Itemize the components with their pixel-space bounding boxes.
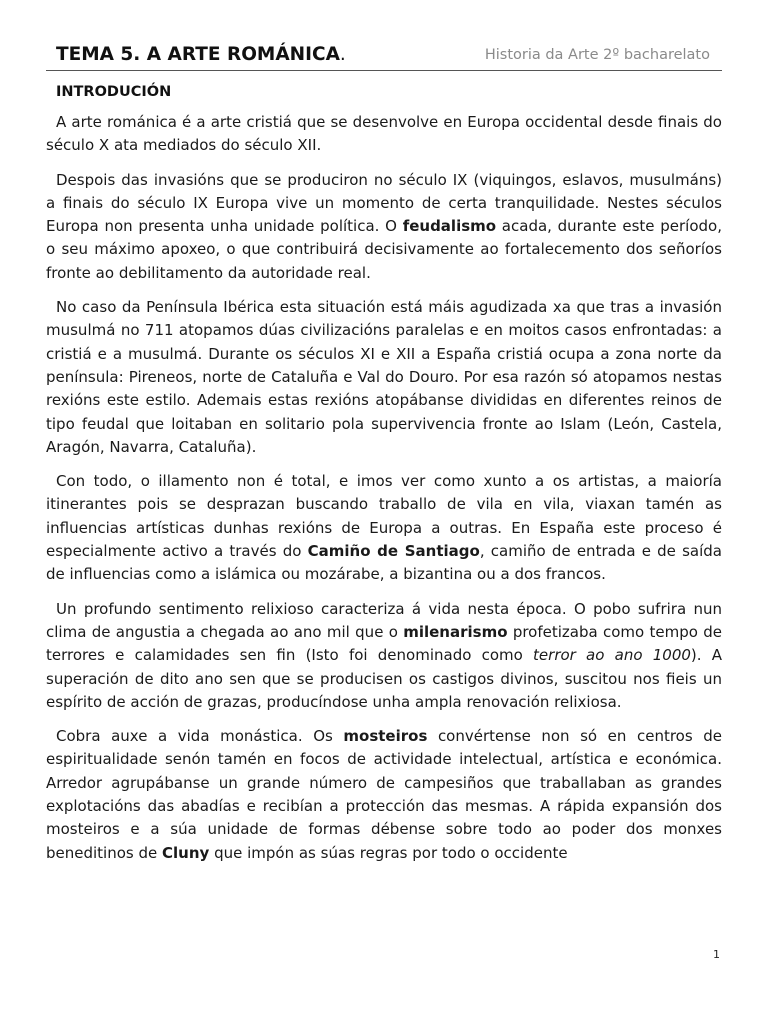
paragraph-3: No caso da Península Ibérica esta situación está máis agudizada xa que tras a invasión musulmá no 711 atopamos dúas civilizacións paralelas e en moitos casos enfrontadas: a cristiá e a musulmá. Durante os séculos XI e XII a España cristiá ocupa a zona norte da península: Pireneos, norte de Cataluña e Val do Douro. Por esa razón só atopamos nestas rexións este estilo. Ademais estas rexións atopábanse divididas en diferentes reinos de tipo feudal que loitaban en solitario pola supervivencia fronte ao Islam (León, Castela, Aragón, Navarra, Cataluña). xyxy=(46,298,722,456)
paragraph-6 xyxy=(46,725,722,865)
term-feudalismo: feudalismo xyxy=(402,217,497,236)
term-terror-ano-1000: terror ao ano 1000 xyxy=(533,646,691,665)
term-milenarismo: milenarismo xyxy=(403,622,508,641)
term-cluny: Cluny xyxy=(162,843,210,862)
paragraph-5-text-e: ). A superación de dito ano sen que se producisen os castigos divinos, suscitou nos fieis un espírito de acción de grazas, producíndose unha ampla renovación relixiosa. xyxy=(46,646,723,711)
paragraph-6-text-e: que impón as súas regras por todo o occidente xyxy=(209,843,568,862)
paragraph-2-text-c: acada, durante este período, o seu máximo apoxeo, o que contribuirá decisivamente ao fortalecemento dos señoríos fronte ao debilitamento da autoridade real. xyxy=(46,217,722,282)
page-header xyxy=(46,42,722,71)
term-mosteiros: mosteiros xyxy=(343,727,428,746)
document-title-dot: . xyxy=(339,44,346,65)
paragraph-2 xyxy=(46,169,722,285)
paragraph-4-text-c: , camiño de entrada e de saída de influencias como a islámica ou mozárabe, a bizantina ou a dos francos. xyxy=(46,542,722,584)
paragraph-5-text-a: Un profundo sentimento relixioso caracteriza á vida nesta época. O pobo sufrira nun clima de angustia a chegada ao ano mil que o xyxy=(46,599,722,641)
section-heading: INTRODUCIÓN xyxy=(56,84,172,100)
paragraph-5-text-c: profetizaba como tempo de terrores e calamidades sen fin (Isto foi denominado como xyxy=(46,622,722,665)
paragraph-1: A arte románica é a arte cristiá que se desenvolve en Europa occidental desde finais do século X ata mediados do século XII. xyxy=(46,113,722,155)
document-title xyxy=(56,44,346,65)
paragraph-6-text-c: convértense non só en centros de espiritualidade senón tamén en focos de actividade intelectual, artística e económica. Arredor agrupábanse un grande número de campesiños que traballaban as grandes explotacións das abadías e recibían a protección das mesmas. A rápida expansión dos mosteiros e a súa unidade de formas débense sobre todo ao poder dos monxes beneditinos de xyxy=(46,727,722,862)
paragraph-2-text-a: Despois das invasións que se produciron no século IX (viquingos, eslavos, musulmáns) a finais do século IX Europa vive un momento de certa tranquilidade. Nestes séculos Europa non presenta unha unidade política. O xyxy=(46,170,722,236)
paragraph-4 xyxy=(46,470,722,586)
page-number: 1 xyxy=(713,948,720,961)
paragraph-6-text-a: Cobra auxe a vida monástica. Os xyxy=(56,727,344,746)
paragraph-5 xyxy=(46,598,722,714)
document-subtitle: Historia da Arte 2º bacharelato xyxy=(484,47,710,63)
term-camino-de-santiago: Camiño de Santiago xyxy=(307,542,480,561)
paragraph-4-text-a: Con todo, o illamento non é total, e imos ver como xunto a os artistas, a maioría itinerantes pois se desprazan buscando traballo de vila en vila, viaxan tamén as influencias artísticas dunhas rexións de Europa a outras. En España este proceso é especialmente activo a través do xyxy=(46,472,722,561)
document-body xyxy=(46,84,722,876)
document-title-text: TEMA 5. A ARTE ROMÁNICA xyxy=(56,44,340,65)
